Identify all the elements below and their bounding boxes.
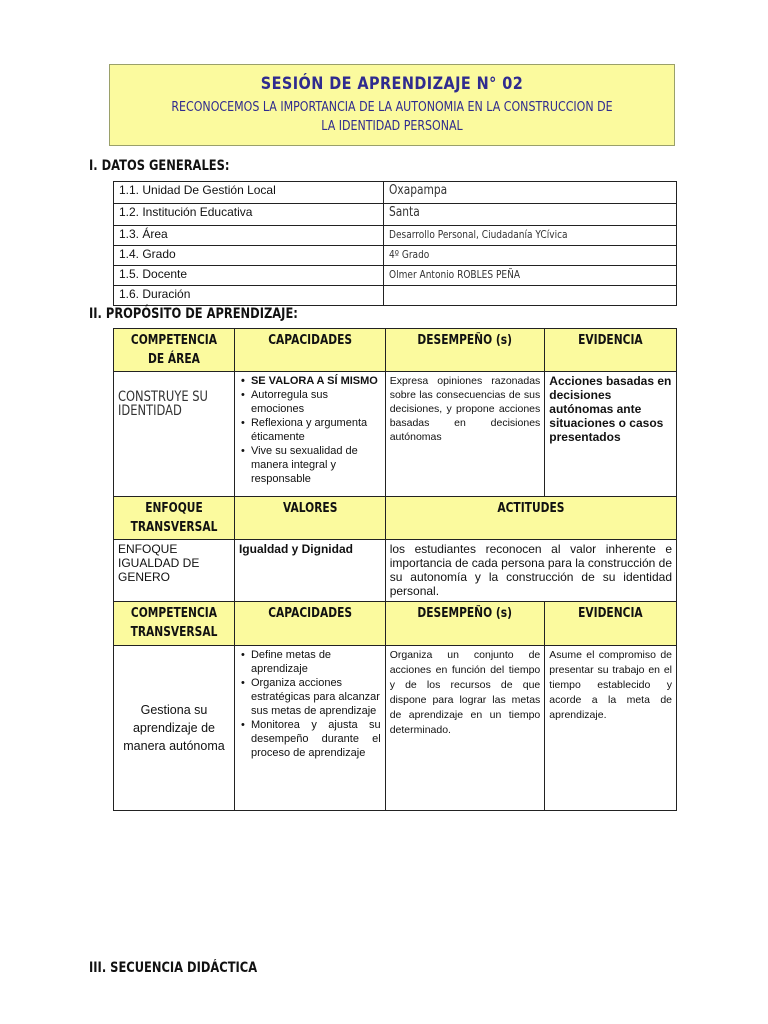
table-row xyxy=(114,372,677,497)
header-desempeno-2: DESEMPEÑO (s) xyxy=(385,602,545,646)
datos-value xyxy=(384,286,677,306)
list-item: • Reflexiona y argumenta éticamente xyxy=(239,416,381,444)
list-item: • Autorregula sus emociones xyxy=(239,388,381,416)
table-row xyxy=(114,266,677,286)
valores-cell: Igualdad y Dignidad xyxy=(234,540,385,602)
page-subtitle: RECONOCEMOS LA IMPORTANCIA DE LA AUTONOMIA EN LA CONSTRUCCION DE LA IDENTIDAD PERSONAL xyxy=(171,100,613,134)
header-competencia-transversal: COMPETENCIA TRANSVERSAL xyxy=(114,602,235,646)
header-enfoque-transversal: ENFOQUE TRANSVERSAL xyxy=(114,497,235,540)
header-capacidades: CAPACIDADES xyxy=(234,329,385,372)
list-item: • SE VALORA A SÍ MISMO xyxy=(239,374,381,388)
desempeno-cell: Expresa opiniones razonadas sobre las consecuencias de sus decisiones, y propone acciones basadas en decisiones autónomas xyxy=(385,372,545,497)
section-heading-secuencia: III. SECUENCIA DIDÁCTICA xyxy=(89,960,258,976)
table-row xyxy=(114,540,677,602)
table-row xyxy=(114,204,677,226)
evidencia-cell-2: Asume el compromiso de presentar su trabajo en el tiempo establecido y acorde a la meta de aprendizaje. xyxy=(545,646,677,811)
desempeno-cell-2: Organiza un conjunto de acciones en función del tiempo y de los recursos de que dispone para lograr las metas de aprendizaje en un tiempo determinado. xyxy=(385,646,545,811)
list-item: • Vive su sexualidad de manera integral y responsable xyxy=(239,444,381,486)
header-actitudes: ACTITUDES xyxy=(385,497,676,540)
table-row xyxy=(114,246,677,266)
list-item: • Organiza acciones estratégicas para alcanzar sus metas de aprendizaje xyxy=(239,676,381,718)
header-capacidades-2: CAPACIDADES xyxy=(234,602,385,646)
enfoque-cell: ENFOQUE IGUALDAD DE GENERO xyxy=(114,540,235,602)
list-item: • Monitorea y ajusta su desempeño durante el proceso de aprendizaje xyxy=(239,718,381,760)
section-heading-proposito: II. PROPÓSITO DE APRENDIZAJE: xyxy=(89,306,298,322)
capacidades-list-2 xyxy=(239,648,381,760)
table-row xyxy=(114,226,677,246)
capacidades-cell xyxy=(234,372,385,497)
table-row xyxy=(114,286,677,306)
capacidades-list xyxy=(239,374,381,486)
datos-value: Olmer Antonio ROBLES PEÑA xyxy=(384,266,677,286)
page-title: SESIÓN DE APRENDIZAJE N° 02 xyxy=(260,74,524,94)
title-box xyxy=(109,64,675,146)
actitudes-cell: los estudiantes reconocen al valor inherente e importancia de cada persona para la construcción de su autonomía y la construcción de su identidad personal. xyxy=(385,540,676,602)
datos-label: 1.1. Unidad De Gestión Local xyxy=(114,182,384,204)
datos-label: 1.5. Docente xyxy=(114,266,384,286)
section-heading-datos: I. DATOS GENERALES: xyxy=(89,158,230,174)
table-row xyxy=(114,182,677,204)
header-evidencia-2: EVIDENCIA xyxy=(545,602,677,646)
datos-value: 4º Grado xyxy=(384,246,677,266)
datos-label: 1.2. Institución Educativa xyxy=(114,204,384,226)
datos-value: Oxapampa xyxy=(384,182,677,204)
datos-value: Desarrollo Personal, Ciudadanía YCívica xyxy=(384,226,677,246)
datos-value: Santa xyxy=(384,204,677,226)
header-desempeno: DESEMPEÑO (s) xyxy=(385,329,545,372)
competencia-transversal-cell: Gestiona su aprendizaje de manera autónoma xyxy=(114,646,235,811)
table-row xyxy=(114,646,677,811)
table-header-row xyxy=(114,329,677,372)
header-valores: VALORES xyxy=(234,497,385,540)
list-item: • Define metas de aprendizaje xyxy=(239,648,381,676)
evidencia-cell: Acciones basadas en decisiones autónomas ante situaciones o casos presentados xyxy=(545,372,677,497)
datos-generales-table xyxy=(113,181,677,306)
header-evidencia: EVIDENCIA xyxy=(545,329,677,372)
datos-label: 1.6. Duración xyxy=(114,286,384,306)
datos-label: 1.3. Área xyxy=(114,226,384,246)
competencia-cell: CONSTRUYE SU IDENTIDAD xyxy=(114,372,235,497)
proposito-table xyxy=(113,328,677,811)
header-competencia-area: COMPETENCIA DE ÁREA xyxy=(114,329,235,372)
datos-label: 1.4. Grado xyxy=(114,246,384,266)
table-header-row xyxy=(114,497,677,540)
table-header-row xyxy=(114,602,677,646)
capacidades-cell-2 xyxy=(234,646,385,811)
